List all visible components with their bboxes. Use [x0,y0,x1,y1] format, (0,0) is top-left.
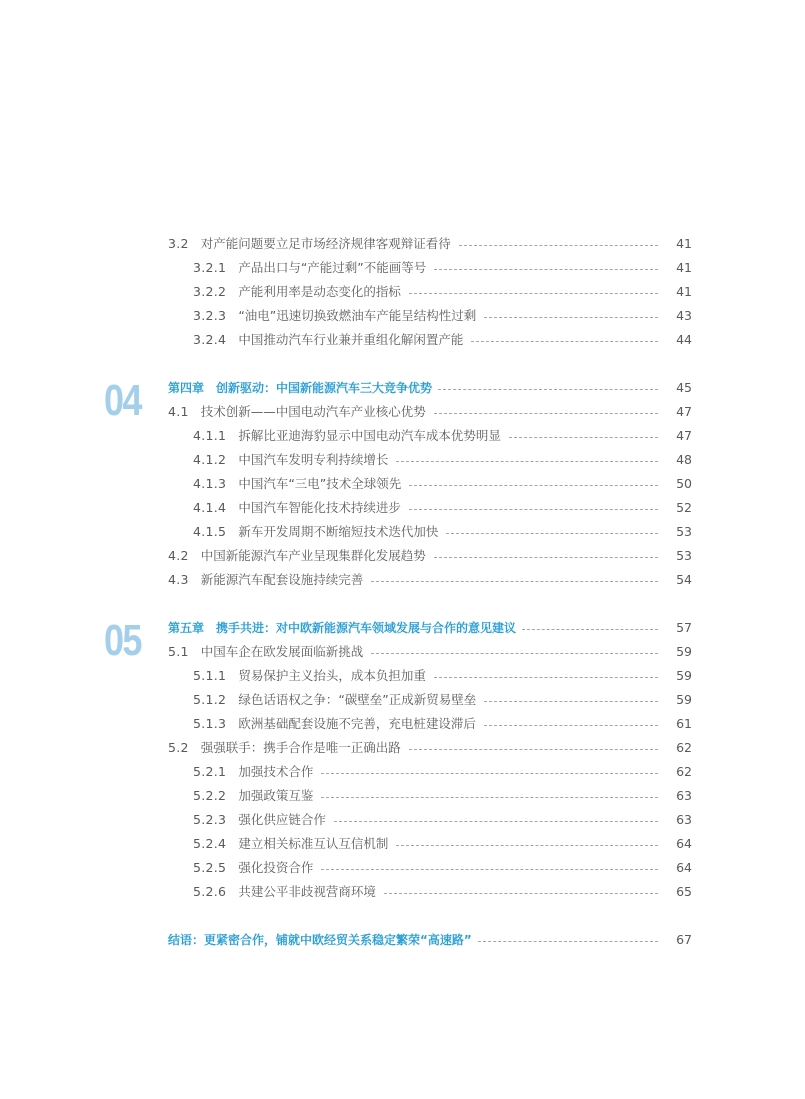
section-title: 欧洲基础配套设施不完善，充电桩建设滞后 [238,716,476,731]
section-title: 中国汽车智能化技术持续进步 [238,500,401,515]
leader-dots [484,725,658,726]
page-number: 47 [676,428,692,443]
page-number: 48 [676,452,692,467]
leader-dots [484,701,658,702]
section-title: 产品出口与“产能过剩”不能画等号 [238,260,427,275]
leader-dots [321,869,658,870]
toc-entry-4-1-2[interactable] [193,450,692,470]
toc-entry-4-1-3[interactable] [193,474,692,494]
section-number: 3.2 [168,236,189,251]
page-number: 41 [676,260,692,275]
toc-entry-5-1[interactable] [168,642,692,662]
leader-dots [434,557,658,558]
toc-entry-4-1-1[interactable] [193,426,692,446]
section-number: 4.1.4 [193,500,227,515]
toc-entry-3-2-2[interactable] [193,282,692,302]
toc-entry-5-1-3[interactable] [193,714,692,734]
leader-dots [396,461,658,462]
section-title: 产能利用率是动态变化的指标 [238,284,401,299]
section-title: 强强联手：携手合作是唯一正确出路 [200,740,401,755]
section-title: 中国新能源汽车产业呈现集群化发展趋势 [200,548,426,563]
toc-entry-5-1-2[interactable] [193,690,692,710]
section-number: 4.1.1 [193,428,227,443]
leader-dots [384,893,658,894]
chapter-title: 第五章 携手共进：对中欧新能源汽车领域发展与合作的意见建议 [168,621,517,635]
page-number: 57 [676,620,692,635]
toc-entry-5-2-5[interactable] [193,858,692,878]
section-number: 4.1.2 [193,452,227,467]
leader-dots [371,581,658,582]
page-number: 64 [676,860,692,875]
leader-dots [321,797,658,798]
toc-entry-5-2-1[interactable] [193,762,692,782]
toc-entry-4-1-5[interactable] [193,522,692,542]
leader-dots [478,941,658,942]
section-number: 5.1.3 [193,716,227,731]
chapter-4-number: 04 [104,376,141,425]
leader-dots [522,629,658,630]
toc-entry-5-2-6[interactable] [193,882,692,902]
section-title: 强化供应链合作 [238,812,326,827]
section-title: 中国车企在欧发展面临新挑战 [200,644,364,659]
toc-entry-4-2[interactable] [168,546,692,566]
leader-dots [434,413,658,414]
section-number: 3.2.3 [193,308,227,323]
leader-dots [409,485,658,486]
page-number: 43 [676,308,692,323]
section-title: 技术创新——中国电动汽车产业核心优势 [200,404,426,419]
toc-entry-3-2-1[interactable] [193,258,692,278]
section-title: 建立相关标准互认互信机制 [238,836,389,851]
toc-entry-3-2-4[interactable] [193,330,692,350]
conclusion-title: 结语：更紧密合作，铺就中欧经贸关系稳定繁荣“高速路” [168,933,472,947]
page-number: 52 [676,500,692,515]
section-number: 3.2.4 [193,332,227,347]
section-title: 对产能问题要立足市场经济规律客观辩证看待 [200,236,451,251]
leader-dots [396,845,658,846]
leader-dots [471,341,658,342]
leader-dots [484,317,658,318]
section-number: 5.2.4 [193,836,227,851]
toc-entry-3-2-3[interactable] [193,306,692,326]
chapter-title: 第四章 创新驱动：中国新能源汽车三大竞争优势 [168,381,433,395]
section-number: 3.2.1 [193,260,227,275]
page-number: 63 [676,812,692,827]
leader-dots [509,437,658,438]
page-number: 53 [676,548,692,563]
page-number: 44 [676,332,692,347]
section-title: 拆解比亚迪海豹显示中国电动汽车成本优势明显 [238,428,501,443]
page-number: 59 [676,668,692,683]
leader-dots [446,533,658,534]
section-number: 5.1.2 [193,692,227,707]
page-number: 47 [676,404,692,419]
toc-entry-5-2[interactable] [168,738,692,758]
section-number: 5.2.5 [193,860,227,875]
toc-conclusion[interactable] [168,930,692,950]
section-number: 5.2.6 [193,884,227,899]
leader-dots [434,677,658,678]
chapter-5-number: 05 [104,616,141,665]
leader-dots [459,245,658,246]
section-number: 5.2 [168,740,189,755]
page-number: 54 [676,572,692,587]
section-title: 中国汽车发明专利持续增长 [238,452,389,467]
section-number: 5.2.1 [193,764,227,779]
section-number: 5.2.2 [193,788,227,803]
toc-chapter-5[interactable] [168,618,692,638]
page-number: 65 [676,884,692,899]
section-title: 中国汽车“三电”技术全球领先 [238,476,402,491]
section-title: 加强技术合作 [238,764,314,779]
section-number: 4.1.5 [193,524,227,539]
section-number: 4.1 [168,404,189,419]
page-number: 62 [676,764,692,779]
toc-entry-3-2[interactable] [168,234,692,254]
page-number: 61 [676,716,692,731]
leader-dots [409,749,658,750]
page-number: 63 [676,788,692,803]
section-number: 5.1 [168,644,189,659]
page-number: 64 [676,836,692,851]
leader-dots [409,293,658,294]
section-number: 5.1.1 [193,668,227,683]
leader-dots [409,509,658,510]
toc-entry-4-3[interactable] [168,570,692,590]
section-number: 4.3 [168,572,189,587]
section-title: 绿色话语权之争：“碳壁垒”正成新贸易壁垒 [238,692,477,707]
section-number: 5.2.3 [193,812,227,827]
page-number: 53 [676,524,692,539]
toc-chapter-4[interactable] [168,378,692,398]
section-number: 3.2.2 [193,284,227,299]
page-number: 59 [676,692,692,707]
leader-dots [371,653,658,654]
section-title: 新能源汽车配套设施持续完善 [200,572,364,587]
leader-dots [438,389,658,390]
page-number: 45 [676,380,692,395]
page-number: 41 [676,284,692,299]
toc-entry-5-1-1[interactable] [193,666,692,686]
leader-dots [334,821,658,822]
section-title: 中国推动汽车行业兼并重组化解闲置产能 [238,332,464,347]
toc-entry-5-2-4[interactable] [193,834,692,854]
section-title: 强化投资合作 [238,860,314,875]
section-title: 加强政策互鉴 [238,788,314,803]
section-number: 4.1.3 [193,476,227,491]
page-number: 67 [676,932,692,947]
section-number: 4.2 [168,548,189,563]
page-number: 41 [676,236,692,251]
section-title: 贸易保护主义抬头，成本负担加重 [238,668,426,683]
toc-entry-5-2-2[interactable] [193,786,692,806]
section-title: 新车开发周期不断缩短技术迭代加快 [238,524,439,539]
page-number: 59 [676,644,692,659]
toc-entry-5-2-3[interactable] [193,810,692,830]
page-number: 62 [676,740,692,755]
toc-entry-4-1-4[interactable] [193,498,692,518]
toc-entry-4-1[interactable] [168,402,692,422]
section-title: 共建公平非歧视营商环境 [238,884,376,899]
leader-dots [321,773,658,774]
section-title: “油电”迅速切换致燃油车产能呈结构性过剩 [238,308,477,323]
page-number: 50 [676,476,692,491]
leader-dots [434,269,658,270]
